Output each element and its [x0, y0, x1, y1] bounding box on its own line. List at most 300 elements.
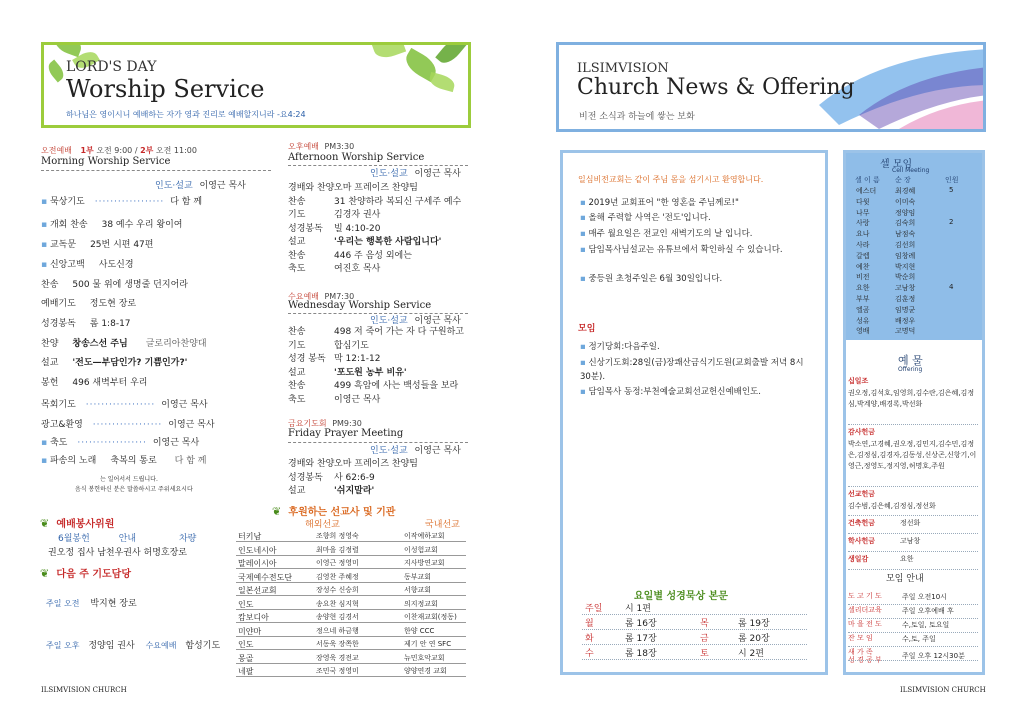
dotted-leader: ··················: [94, 197, 165, 207]
morning-order-row: [41, 417, 215, 430]
offering-divider: [848, 533, 978, 534]
meet-info-title: 모임 안내: [886, 574, 924, 584]
news-item: [580, 211, 812, 225]
morning-first: 1부: [80, 146, 94, 155]
mission-names: 송양현 김경서: [316, 613, 359, 621]
cells-cell: 사라: [856, 241, 870, 249]
friday-preacher-label: 인도·설교: [370, 446, 408, 456]
offering-names: 요한: [900, 555, 914, 563]
servants-names: 권오정 집사 남천우권사 허명호장로: [48, 548, 187, 558]
mission-domestic: 이찬재교회(정동): [404, 613, 457, 621]
order-name: 찬송: [288, 196, 306, 207]
friday-order-row: [288, 483, 374, 496]
bible-cell: 주일: [585, 604, 603, 614]
morning-preacher-label: 인도·설교: [155, 181, 193, 191]
meet-label: 새 가 족 성 경 공 부: [848, 648, 882, 664]
offering-divider: [848, 569, 978, 570]
morning-order-row: [41, 453, 206, 466]
offering-divider: [848, 424, 978, 425]
order-value: 다 함 께: [170, 197, 203, 207]
prayer-am-name: 박지현 장로: [90, 599, 137, 609]
bullet-icon: ▪: [41, 220, 50, 230]
order-value: 창송스선 주님: [72, 339, 128, 349]
meet-label: 잔 모 임: [848, 634, 873, 642]
order-value: 이영근 목사: [168, 420, 215, 430]
missions-col-2: 국내선교: [425, 520, 460, 530]
morning-order-row: [41, 237, 153, 250]
morning-order-row: [41, 296, 136, 309]
mission-country: 말레이시아: [238, 559, 277, 568]
leaf-icon: ❦: [40, 567, 50, 580]
cells-cell: 부부: [856, 295, 870, 303]
order-name: 설교: [41, 358, 59, 368]
table-row: [236, 597, 466, 610]
bible-row-line: [582, 644, 807, 645]
news-intro: 일심비전교회는 같이 주님 몸을 섬기시고 환영합니다.: [578, 175, 764, 184]
table-row: [236, 610, 466, 623]
order-value: 롬 1:8-17: [89, 319, 131, 329]
bible-cell: 롬 19장: [738, 619, 770, 629]
morning-second: 2부: [140, 146, 154, 155]
order-name: 목회기도: [41, 400, 76, 410]
table-row: [236, 583, 466, 596]
order-value: '전도—부담인가? 기쁨인가?': [72, 358, 188, 368]
meet-divider: [848, 660, 978, 661]
order-name: 찬송: [41, 280, 59, 290]
afternoon-order-row: [288, 221, 380, 234]
bible-cell: 롬 17장: [625, 634, 657, 644]
order-value: 38 예수 우리 왕이여: [101, 220, 183, 230]
morning-preacher-line: [155, 178, 246, 191]
order-value: '쉬지말라': [334, 486, 375, 496]
missions-title-line: [272, 503, 395, 518]
morning-order-row: [41, 277, 188, 290]
friday-title: Friday Prayer Meeting: [288, 428, 404, 439]
afternoon-order-row: [288, 261, 380, 274]
bible-cell: 수: [585, 649, 594, 659]
mission-names: 이영근 정영미: [316, 559, 359, 567]
mission-country: 캄보디아: [238, 613, 269, 622]
morning-order-row: [41, 355, 187, 368]
order-value: 오마 프레이즈 찬양팀: [334, 459, 418, 469]
mission-names: 최마을 김정렬: [316, 545, 359, 554]
mission-country: 국제예수전도단: [238, 572, 293, 582]
missions-col-1: 해외선교: [305, 520, 340, 530]
offering-names: 박소연,고경혜,권오정,김민지,김수민,김정은,김정심,김경자,김동성,신상곤,신항기,이영근,정영도,정지영,허명호,주원: [848, 440, 977, 470]
offering-note: 음식 봉헌하신 분은 말씀하시고 주위세요시다: [75, 486, 193, 493]
afternoon-label-line: [288, 141, 354, 152]
order-name: 성경 봉독: [288, 354, 326, 364]
dotted-leader: ··················: [77, 438, 147, 448]
order-value: 오마 프레이즈 찬양팀: [334, 183, 418, 193]
news-text: 담임목사님설교는 유튜브에서 확인하실 수 있습니다.: [588, 245, 783, 255]
meet-label: 셀리더교육: [848, 606, 882, 614]
afternoon-order-row: [288, 248, 412, 261]
cells-cell: 이미숙: [895, 197, 916, 206]
offering-title: 예 물: [898, 354, 923, 367]
morning-title: Morning Worship Service: [41, 156, 171, 167]
mission-country: 일본선교회: [238, 586, 277, 595]
offering-divider: [848, 551, 978, 552]
order-name: 개회 찬송: [49, 220, 88, 230]
meeting-item: [580, 340, 812, 354]
servants-cols: [58, 531, 196, 544]
meeting-item: [580, 385, 812, 399]
afternoon-label: 오후예배: [288, 142, 319, 151]
cells-cell: 김선희: [895, 241, 916, 249]
table-row: [236, 556, 466, 569]
order-name: 성경봉독: [288, 472, 323, 483]
cells-cell: 나무: [856, 208, 870, 217]
dotted-leader: ··················: [92, 420, 163, 430]
prayer-pm-label: 주일 오후: [46, 641, 80, 650]
mission-names: 김영찬 주혜정: [316, 572, 359, 581]
meet-value: 주일 오후 12시30분: [902, 652, 965, 660]
bible-cell: 토: [700, 649, 709, 659]
cells-cell: 갈렙: [856, 251, 870, 260]
mission-domestic: 한양 CCC: [404, 626, 435, 635]
order-name: 경배와 찬양: [288, 459, 335, 469]
servants-col-2: 안내: [118, 534, 137, 544]
cells-cell: 임창례: [895, 251, 916, 260]
cells-cell: 다윗: [856, 197, 870, 206]
cells-cell: 김숙희: [895, 219, 916, 228]
servants-col-1: 6월봉헌: [58, 534, 90, 544]
prayer-wed-name: 함성기도: [185, 641, 221, 651]
offering-names: 정선화: [900, 519, 921, 527]
morning-label: 오전예배: [41, 146, 72, 155]
cells-cell: 남점숙: [895, 230, 916, 239]
wednesday-order-row: [288, 392, 380, 405]
order-name: 성경봉독: [41, 319, 76, 329]
offering-label: 생일감: [848, 555, 869, 563]
mission-domestic: 제기 안 연 SFC: [404, 640, 452, 648]
meet-divider: [848, 618, 978, 619]
cells-cell: 비전: [856, 273, 870, 282]
morning-order-row: [41, 194, 202, 207]
bullet-icon: ▪: [580, 229, 589, 239]
morning-preacher: 이영근 목사: [199, 181, 246, 191]
order-name: 파송의 노래: [49, 456, 97, 466]
order-name: 설교: [288, 367, 306, 378]
order-name: 찬양: [41, 339, 59, 349]
order-name: 교독문: [49, 240, 77, 250]
bullet-icon: ▪: [580, 358, 589, 368]
bullet-icon: ▪: [41, 260, 50, 270]
meet-label: 마 을 전 도: [848, 620, 882, 628]
order-name: 경배와 찬양: [288, 183, 335, 193]
right-footer: ILSIMVISION CHURCH: [900, 686, 986, 694]
friday-order-row: [288, 456, 418, 469]
cells-cell: 요나: [856, 230, 870, 239]
right-header-title: Church News & Offering: [577, 75, 855, 100]
bible-cell: 화: [585, 634, 594, 644]
cells-cell: 4: [949, 283, 954, 292]
afternoon-order-row: [288, 234, 441, 247]
meeting-title: 모임: [578, 324, 596, 334]
mission-domestic: 이성험교회: [404, 545, 438, 554]
meeting-text: 신상기도회:28일(금)장쾌산금식기도원(교회출발 저녁 8시30분).: [580, 358, 804, 382]
wednesday-order-row: [288, 324, 464, 337]
prayer-title: 다음 주 기도담당: [56, 569, 131, 580]
afternoon-preacher: 이영근 목사: [414, 169, 461, 179]
mission-country: 미얀마: [238, 626, 262, 636]
leaf-icon: ❦: [272, 505, 282, 518]
prayer-am-label: 주일 오전: [46, 599, 80, 608]
wednesday-order-row: [288, 365, 407, 378]
left-header-title: Worship Service: [66, 75, 265, 103]
mission-names: 송요찬 심지혁: [316, 599, 359, 608]
bible-row-line: [582, 629, 807, 630]
order-value: 446 주 음성 외에는: [334, 250, 412, 261]
offering-sub: Offering: [898, 366, 923, 373]
offering-label: 선교헌금: [848, 490, 876, 498]
order-value: 이영근 목사: [161, 400, 208, 410]
afternoon-preacher-line: [370, 166, 461, 179]
bible-cell: 롬 20장: [738, 634, 770, 644]
bullet-icon: ▪: [41, 456, 50, 466]
morning-first-time: 오전 9:00 /: [96, 146, 138, 155]
table-row: [236, 624, 466, 637]
cells-cell: 정양임: [895, 208, 916, 217]
order-value: 막 12:1-12: [334, 354, 381, 364]
cells-cell: 2: [949, 218, 954, 227]
order-value: 이영근 목사: [334, 394, 381, 405]
bible-cell: 롬 18장: [625, 649, 657, 659]
bullet-icon: ▪: [580, 198, 589, 208]
offering-label: 감사헌금: [848, 428, 876, 436]
standing-note: 는 일어서서 드립니다.: [100, 476, 158, 483]
bible-cell: 월: [585, 619, 594, 629]
order-value: 이영근 목사: [152, 438, 200, 448]
mission-domestic: 이작예하교회: [404, 532, 445, 540]
bullet-icon: ▪: [41, 240, 50, 250]
order-name: 기도: [288, 210, 306, 220]
offering-label: 십일조: [848, 377, 869, 385]
bullet-icon: ▪: [580, 342, 589, 352]
cells-cell: 영배: [856, 327, 870, 336]
mission-domestic: 양양연경 교회: [404, 667, 447, 675]
order-value: '포도원 농부 비유': [334, 367, 407, 378]
wednesday-order-row: [288, 338, 369, 351]
cells-cell: 박지현: [895, 262, 916, 271]
news-item: [580, 272, 812, 286]
afternoon-order-row: [288, 194, 461, 207]
meeting-title-line: [578, 321, 595, 334]
order-value-2: 글로리아찬양대: [145, 339, 207, 349]
bible-cell: 시 2편: [738, 649, 764, 659]
afternoon-time: PM3:30: [324, 142, 355, 151]
morning-order-row: [41, 435, 199, 448]
morning-second-time: 오전 11:00: [155, 146, 197, 155]
meet-value: 주일 오후예배 후: [902, 607, 954, 615]
friday-time: PM9:30: [332, 419, 362, 428]
mission-names: 조향희 정영숙: [316, 532, 359, 540]
cells-cell: 엘곰: [856, 305, 870, 314]
meet-value: 수,토일, 토요일: [902, 621, 950, 629]
order-value: 정도현 장로: [89, 299, 137, 309]
prayer-title-line: [40, 565, 131, 580]
meet-divider: [848, 646, 978, 647]
cells-cell: 예찬: [856, 262, 870, 271]
order-name: 묵상기도: [49, 197, 85, 207]
cells-cell: 사랑: [856, 219, 870, 228]
meet-value: 수,토, 주일: [902, 635, 936, 643]
order-value: 여진호 목사: [334, 264, 381, 274]
order-value: 496 새벽부터 우리: [72, 378, 148, 388]
cells-cell: 박순희: [895, 273, 916, 282]
order-value: 사 62:6-9: [334, 472, 375, 483]
order-name: 봉헌: [41, 378, 59, 388]
order-value-2: 다 함 께: [174, 456, 207, 466]
mission-names: 장영욱 경전교: [316, 653, 359, 662]
mission-country: 네팔: [238, 667, 254, 676]
cells-cell: 에스더: [856, 187, 877, 195]
order-name: 축도: [49, 438, 68, 448]
news-item: [580, 227, 812, 241]
cells-header: 셀 이 름: [855, 176, 880, 184]
wednesday-time: PM7:30: [324, 292, 355, 301]
order-value: 축복의 통로: [110, 456, 157, 466]
servants-title: 예배봉사위원: [56, 519, 115, 530]
mission-country: 인도: [238, 599, 254, 609]
mission-domestic: 서향교회: [404, 586, 432, 594]
meet-divider: [848, 604, 978, 605]
order-value: 31 찬양하라 복되신 구세주 예수: [334, 196, 462, 207]
news-text: 매주 월요일은 전교인 새벽기도의 날 입니다.: [588, 229, 753, 239]
mission-country: 터키남: [238, 532, 262, 541]
mission-domestic: 뉴민호악교회: [404, 653, 445, 662]
bible-cell: 롬 16장: [625, 619, 657, 629]
morning-order-row: [41, 397, 208, 410]
morning-order-row: [41, 336, 207, 349]
cells-cell: 최경혜: [895, 187, 916, 195]
afternoon-order-row: [288, 180, 418, 193]
offering-label: 학사헌금: [848, 537, 876, 545]
offering-names: 김수범,김은혜,김정심,정선화: [848, 502, 936, 510]
order-value: 사도신경: [98, 260, 134, 270]
cells-sub: Cell Meeting: [892, 167, 930, 174]
afternoon-preacher-label: 인도·설교: [370, 169, 408, 179]
offering-names: 고남창: [900, 537, 921, 545]
bullet-icon: ▪: [580, 245, 589, 255]
table-row: [236, 570, 466, 583]
servants-col-3: 차량: [178, 534, 197, 544]
friday-label: 금요기도회: [288, 419, 327, 428]
mission-domestic: 동부교회: [404, 572, 432, 581]
cells-title: 셀 모임: [880, 159, 913, 170]
bullet-icon: ▪: [41, 197, 50, 207]
order-name: 설교: [288, 237, 306, 247]
mission-names: 정으네 하금행: [316, 626, 359, 635]
friday-preacher: 이영근 목사: [414, 446, 461, 456]
cells-header: 순 장: [895, 176, 911, 184]
bible-cell: 금: [700, 634, 709, 644]
order-value: 498 저 죽어 가는 자 다 구원하고: [334, 327, 464, 337]
mission-domestic: 지사방연교회: [404, 559, 445, 567]
news-text: 2019년 교회표어 "한 영혼을 주님께로!": [588, 198, 739, 208]
morning-order-row: [41, 375, 147, 388]
order-value: 김경자 권사: [334, 210, 381, 220]
cells-cell: 고명덕: [895, 327, 916, 336]
order-value: '우리는 행복한 사람입니다': [334, 237, 442, 247]
servants-title-line: [40, 515, 114, 530]
cells-header: 인원: [945, 176, 959, 184]
cells-cell: 요한: [856, 284, 870, 293]
order-value: 25번 시편 47편: [90, 240, 154, 250]
offering-divider: [848, 486, 978, 487]
news-item: [580, 196, 812, 210]
friday-preacher-line: [370, 443, 461, 456]
order-name: 신앙고백: [49, 260, 85, 270]
meet-value: 주일 오전10시: [902, 593, 947, 601]
prayer-pm-name: 정양임 권사: [88, 641, 135, 651]
bible-row-line: [582, 659, 807, 660]
order-name: 축도: [288, 264, 306, 274]
morning-order-row: [41, 316, 131, 329]
meeting-text: 정기당회:다음주일.: [588, 342, 660, 352]
bullet-icon: ▪: [580, 213, 589, 223]
friday-order-row: [288, 470, 375, 483]
mission-country: 인도: [238, 640, 254, 649]
bible-row-line: [582, 614, 807, 615]
news-item: [580, 243, 812, 257]
bible-title: 요일별 성경묵상 본문: [634, 591, 728, 602]
offering-names: 권오정,김석호,임영희,김수란,김은혜,김정심,박계양,배경록,박선화: [848, 389, 975, 408]
cells-cell: 배정우: [895, 316, 916, 325]
cells-cell: 김훈정: [895, 295, 916, 303]
right-header-sub: 비전 소식과 하늘에 쌓는 보화: [579, 112, 695, 122]
meeting-item: [580, 356, 812, 384]
mission-names: 조민국 정영미: [316, 667, 359, 675]
afternoon-order-row: [288, 207, 380, 220]
cells-cell: 성유: [856, 316, 870, 325]
mission-domestic: 의지정교회: [404, 599, 438, 608]
news-text: 중등원 초청주일은 6월 30일입니다.: [588, 274, 723, 284]
offering-label: 건축헌금: [848, 519, 876, 527]
left-footer: ILSIMVISION CHURCH: [41, 686, 127, 694]
cells-cell: 임명균: [895, 305, 916, 314]
missions-title: 후원하는 선교사 및 기관: [288, 507, 396, 518]
news-text: 올해 주력할 사역은 '전도'입니다.: [588, 213, 711, 223]
order-name: 예배기도: [41, 299, 76, 309]
left-header: [41, 42, 471, 128]
table-row: [236, 543, 466, 556]
wednesday-order-row: [288, 351, 380, 364]
offering-divider: [848, 515, 978, 516]
order-name: 광고&환영: [41, 420, 83, 430]
prayer-wed-label: 수요예배: [145, 641, 177, 650]
order-name: 축도: [288, 394, 306, 405]
prayer-am: [46, 596, 137, 609]
cells-cell: 5: [949, 186, 954, 194]
bullet-icon: ▪: [580, 387, 589, 397]
leaf-icon: ❦: [40, 517, 50, 530]
order-name: 성경봉독: [288, 223, 323, 234]
table-row: [236, 637, 466, 650]
right-header: [556, 42, 986, 132]
morning-label-line: [41, 145, 197, 156]
order-value: 499 흑암에 사는 백성들을 보라: [334, 381, 459, 391]
order-name: 찬송: [288, 327, 306, 337]
mission-names: 서동욱 장쪽한: [316, 640, 359, 648]
table-row: [236, 651, 466, 664]
meet-divider: [848, 632, 978, 633]
mission-country: 몽골: [238, 653, 254, 663]
bullet-icon: ▪: [41, 438, 50, 448]
bible-cell: 목: [700, 619, 709, 629]
order-value: 500 물 위에 생명줄 던지어라: [72, 280, 188, 290]
